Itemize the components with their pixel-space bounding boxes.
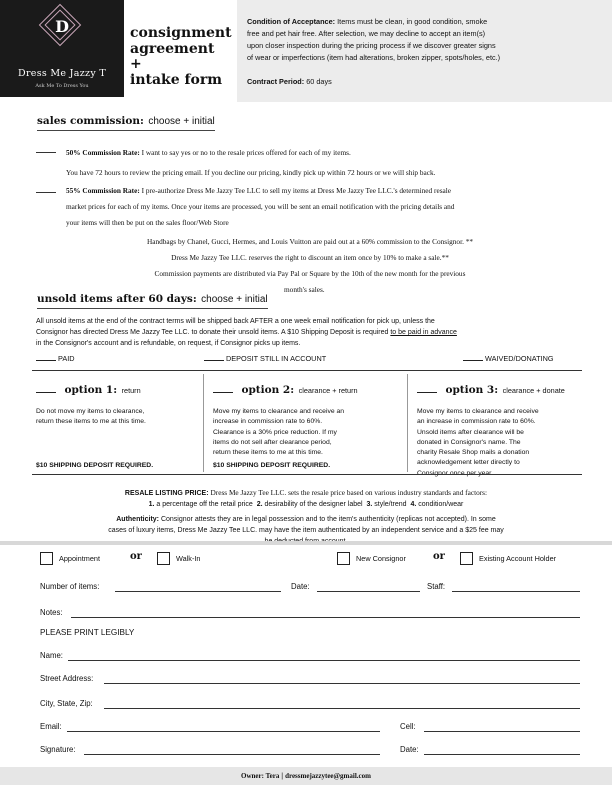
factor-num: 2. [256, 501, 263, 508]
options-divider-bottom [32, 474, 582, 475]
commission-note-2: Dress Me Jazzy Tee LLC. reserves the right to discount an item once by 10% to make a sale.** [171, 253, 449, 262]
notes-field[interactable] [71, 617, 580, 618]
date-label: Date: [291, 582, 310, 591]
unsold-paragraph [36, 316, 592, 349]
option-2 [213, 380, 403, 458]
sales-heading [37, 111, 215, 131]
appointment-label: Appointment [59, 554, 100, 563]
option-1-blank[interactable] [36, 392, 56, 393]
unsold-heading-sub: choose + initial [201, 294, 268, 305]
cell-field[interactable] [424, 731, 580, 732]
waived-blank[interactable] [463, 360, 483, 361]
num-items-field[interactable] [115, 591, 281, 592]
factor-num: 3. [366, 501, 373, 508]
option-2-line: items do not sell after clearance period, [213, 438, 332, 446]
commission-55 [66, 183, 596, 231]
deposit-blank[interactable] [204, 360, 224, 361]
name-field[interactable] [68, 660, 580, 661]
option-3-line: Move my items to clearance and receive [417, 408, 539, 415]
waived-option [463, 354, 554, 363]
footer-bar [0, 767, 612, 785]
option-2-footer: $10 SHIPPING DEPOSIT REQUIRED. [213, 462, 331, 469]
title-line-3: intake form [130, 71, 223, 88]
contract-period-label: Contract Period: [247, 77, 305, 86]
unsold-line-2: Consignor has directed Dress Me Jazzy Tee LLC. to donate their unsold items. A $10 Shipping Deposit is required [36, 329, 389, 336]
commission-50-text-2: You have 72 hours to review the pricing email. If you decline our pricing, kindly pick up within 72 hours or we will ship back. [66, 168, 436, 177]
factor-text: desirability of the designer label [264, 501, 363, 508]
initial-blank-50[interactable] [36, 152, 56, 153]
option-3-line: acknowledgement letter directly to [417, 459, 520, 467]
conditions-line: upon closer inspection during the pricing process if we discover greater signs [247, 41, 496, 50]
email-label: Email: [40, 722, 62, 731]
waived-label: WAIVED/DONATING [485, 354, 554, 363]
appointment-checkbox[interactable] [40, 552, 53, 565]
option-3-sub: clearance + donate [502, 386, 565, 395]
title-line-1: consignment [130, 25, 232, 41]
resale-section [30, 487, 582, 547]
logo [0, 0, 124, 97]
title-line-2: agreement + [130, 40, 215, 72]
street-label: Street Address: [40, 674, 94, 683]
footer-owner: Owner: Tera [241, 772, 280, 780]
option-1-title: option 1: [64, 384, 118, 396]
commission-50-text: I want to say yes or no to the resale prices offered for each of my items. [141, 148, 351, 157]
options-divider-top [32, 370, 582, 371]
auth-line: Consignor attests they are in legal possession and to the item's authenticity (replicas not accepted). In some [160, 516, 496, 523]
option-1-sub: return [121, 386, 141, 395]
unsold-line-3: in the Consignor's account and is refundable, on request, if Consignor picks up items. [36, 340, 301, 347]
option-3-line: an increase in commission rate to 60%. [417, 418, 536, 426]
commission-note-4: month's sales. [284, 285, 325, 294]
unsold-line-1: All unsold items at the end of the contract terms will be shipped back AFTER a one week email notification for pick up, unless the [36, 318, 435, 325]
new-consignor-label: New Consignor [356, 554, 406, 563]
option-1 [36, 380, 196, 428]
conditions-label: Condition of Acceptance: [247, 17, 336, 26]
logo-tagline: Ask Me To Dress You [35, 83, 89, 89]
paid-blank[interactable] [36, 360, 56, 361]
option-3-line: Consignor once per year. [417, 469, 493, 477]
notes-label: Notes: [40, 608, 63, 617]
footer-separator: | [281, 773, 284, 780]
resale-label: RESALE LISTING PRICE: [124, 490, 209, 497]
signature-date-field[interactable] [424, 754, 580, 755]
conditions-text [247, 16, 607, 64]
conditions-line: free and pet hair free. After selection, we may decline to accept an item(s) [247, 29, 486, 38]
option-2-line: Clearance is a 30% price reduction. If my [213, 428, 337, 436]
num-items-label: Number of items: [40, 582, 100, 591]
contract-period-value: 60 days [306, 77, 332, 86]
unsold-line-2-underlined: to be paid in advance [390, 329, 457, 336]
commission-note-3: Commission payments are distributed via Pay Pal or Square by the 10th of the new month for the previous [154, 269, 466, 278]
signature-date-label: Date: [400, 745, 419, 754]
commission-note-1: Handbags by Chanel, Gucci, Hermes, and Louis Vuitton are paid out at a 60% commission to the Consignor. ** [146, 237, 474, 246]
option-3-blank[interactable] [417, 392, 437, 393]
option-3-line: Unsold items after clearance will be [417, 428, 524, 436]
option-divider-1 [203, 374, 204, 472]
option-2-line: Move my items to clearance and receive an [213, 408, 345, 415]
signature-field[interactable] [84, 754, 380, 755]
signature-label: Signature: [40, 745, 76, 754]
factor-num: 4. [410, 501, 417, 508]
auth-line: cases of luxury items, Dress Me Jazzy Tee LLC. may have the item authenticated by an independent service and a $25 fee may [108, 527, 504, 534]
date-field[interactable] [317, 591, 420, 592]
option-2-blank[interactable] [213, 392, 233, 393]
option-1-line: return these items to me at this time. [36, 418, 146, 426]
option-1-footer: $10 SHIPPING DEPOSIT REQUIRED. [36, 462, 154, 469]
option-2-sub: clearance + return [298, 386, 358, 395]
unsold-heading [37, 289, 268, 309]
new-consignor-checkbox[interactable] [337, 552, 350, 565]
option-divider-2 [407, 374, 408, 472]
initial-blank-55[interactable] [36, 192, 56, 193]
street-field[interactable] [104, 683, 580, 684]
commission-55-text-3: your items will then be put on the sales floor/Web Store [66, 218, 229, 227]
paid-option [36, 354, 75, 363]
commission-50 [66, 143, 596, 183]
commission-notes [90, 234, 530, 282]
factor-num: 1. [148, 501, 155, 508]
option-3-line: charity Resale Shop mails a donation [417, 449, 530, 457]
walkin-checkbox[interactable] [157, 552, 170, 565]
commission-55-text-2: market prices for each of my items. Once your items are processed, you will be sent an email notification with the pricing details and [66, 202, 455, 211]
existing-account-checkbox[interactable] [460, 552, 473, 565]
option-2-line: increase in commission rate to 60%. [213, 418, 323, 426]
option-2-title: option 2: [241, 384, 295, 396]
walkin-label: Walk-In [176, 554, 201, 563]
option-3-line: donated in Consignor's name. The [417, 438, 521, 446]
deposit-option [204, 354, 326, 363]
logo-name: Dress Me Jazzy T [18, 68, 106, 79]
option-3 [417, 380, 597, 479]
intake-separator [0, 541, 612, 545]
cell-label: Cell: [400, 722, 416, 731]
commission-50-label: 50% Commission Rate: [66, 148, 140, 157]
existing-account-label: Existing Account Holder [479, 554, 557, 563]
conditions-line: of wear or imperfections (item had alterations, broken zipper, spots/holes, etc.) [247, 53, 501, 62]
auth-label: Authenticity: [116, 516, 160, 523]
paid-label: PAID [58, 354, 75, 363]
city-label: City, State, Zip: [40, 699, 93, 708]
factor-text: condition/wear [418, 501, 464, 508]
or-label-1: or [130, 551, 142, 562]
logo-letter: D [55, 17, 69, 36]
staff-label: Staff: [427, 582, 446, 591]
commission-55-text: I pre-authorize Dress Me Jazzy Tee LLC to sell my items at Dress Me Jazzy Tee LLC.'s determined resale [141, 186, 452, 195]
or-label-2: or [433, 551, 445, 562]
email-field[interactable] [67, 731, 380, 732]
unsold-heading-title: unsold items after 60 days: [37, 293, 197, 305]
print-legibly-label: PLEASE PRINT LEGIBLY [40, 628, 135, 637]
sales-heading-title: sales commission: [37, 115, 144, 127]
page-title [130, 26, 230, 88]
resale-text: Dress Me Jazzy Tee LLC. sets the resale price based on various industry standards and factors: [210, 488, 488, 497]
staff-field[interactable] [452, 591, 580, 592]
option-2-line: return these items to me at this time. [213, 449, 323, 457]
city-field[interactable] [104, 708, 580, 709]
conditions-line: Items must be clean, in good condition, smoke [337, 17, 488, 26]
commission-55-label: 55% Commission Rate: [66, 186, 140, 195]
option-3-title: option 3: [445, 384, 499, 396]
name-label: Name: [40, 651, 63, 660]
factor-text: style/trend [374, 501, 407, 508]
footer-email: dressmejazzytee@gmail.com [285, 772, 371, 780]
contract-period [247, 77, 332, 86]
resale-factors [30, 499, 582, 510]
sales-heading-sub: choose + initial [148, 116, 215, 127]
deposit-label: DEPOSIT STILL IN ACCOUNT [226, 354, 327, 363]
option-1-line: Do not move my items to clearance, [36, 408, 145, 415]
factor-text: a percentage off the retail price [156, 501, 253, 508]
